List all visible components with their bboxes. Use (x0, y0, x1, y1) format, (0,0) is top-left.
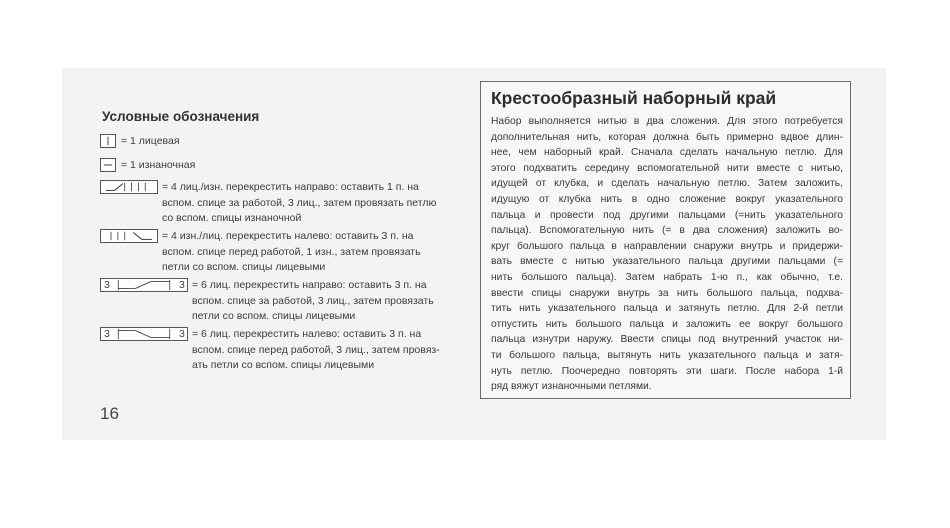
cross-right-4-symbol (100, 180, 158, 194)
text-line: этого подхватить середину вспомогательной нити вместе с нитью, (491, 162, 843, 174)
legend-text: = 4 лиц./изн. перекрестить направо: оставить 1 п. на вспом. спице за работой, 3 лиц., затем провязать петлю со вспом. спицы изнаночной (162, 181, 437, 224)
text-line: Набор выполняется нитью в два сложения. Для этого потребуется (491, 116, 843, 127)
text-line: пальца изнутри наружу. Ввести спицы под внутренний участок ни- (491, 334, 843, 346)
book-page (62, 68, 886, 440)
text-line: дополнительная нить, которая должна быть примерно вдвое длин- (491, 131, 843, 143)
text-line: идущую от клубка нить в одно сложение вокруг указательного (491, 193, 843, 205)
symbol-number: 3 (104, 328, 110, 340)
text-line: пальца и провести под другими пальцами (=нить указательного (491, 209, 843, 221)
legend-text: = 4 изн./лиц. перекрестить налево: оставить 3 п. на вспом. спице перед работой, 1 изн., затем провязать петли со вспом. спицы лицевыми (162, 230, 421, 273)
box-title: Крестообразный наборный край (491, 88, 777, 108)
symbol-number: 3 (179, 328, 185, 340)
legend-text: = 6 лиц. перекрестить направо: оставить 3 п. на вспом. спице за работой, 3 лиц., затем провязать петли со вспом. спицы лицевыми (192, 279, 434, 322)
legend-title: Условные обозначения (102, 109, 260, 124)
cross-right-6-symbol (100, 278, 188, 292)
page-number: 16 (100, 404, 119, 423)
legend-text: = 1 лицевая (121, 135, 180, 147)
legend-text: = 6 лиц. перекрестить налево: оставить 3 п. на вспом. спице перед работой, 3 лиц., затем провяз- ать петли со вспом. спицы лицевыми (192, 328, 440, 371)
text-line: отпустить нить большого пальца и заложить ее вокруг большого (491, 318, 843, 330)
knit-symbol (100, 134, 116, 148)
text-line: ти большого пальца, вытянуть нить указательного пальца и затя- (491, 349, 843, 361)
symbol-number: 3 (104, 279, 110, 291)
text-line: круг большого пальца в направлении снаружи внутрь и придержи- (491, 240, 843, 252)
text-line: нить большого пальца). Затем набрать 1-ю п., как обычно, т.е. (491, 271, 843, 283)
text-line: нее, чем наборный край. Сначала сделать начальную петлю. Для (491, 147, 843, 159)
text-line: пальца). Вспомогательную нить (= в два сложения) заложить во- (491, 225, 843, 237)
text-line: нуть петлю. Поочередно повторять эти шаги. После набора 1-й (491, 365, 843, 377)
text-line: вать вместе с нитью указательного пальца другими пальцами (= (491, 256, 843, 268)
cross-left-6-symbol (100, 327, 188, 341)
text-line: идущей от клубка, и сделать начальную петлю. Затем заложить, (491, 178, 843, 190)
symbol-number: 3 (179, 279, 185, 291)
text-line: ввести спицы снаружи внутрь за нить большого пальца, подхва- (491, 287, 843, 299)
cross-left-4-symbol (100, 229, 158, 243)
legend-text: = 1 изнаночная (121, 159, 196, 171)
text-line: ряд вяжут изнаночными петлями. (491, 381, 652, 393)
text-line: тить нить указательного пальца и затянуть петлю. Для 2-й петли (491, 303, 843, 315)
instruction-box (480, 81, 851, 399)
box-body (491, 114, 843, 395)
purl-symbol (100, 158, 116, 172)
